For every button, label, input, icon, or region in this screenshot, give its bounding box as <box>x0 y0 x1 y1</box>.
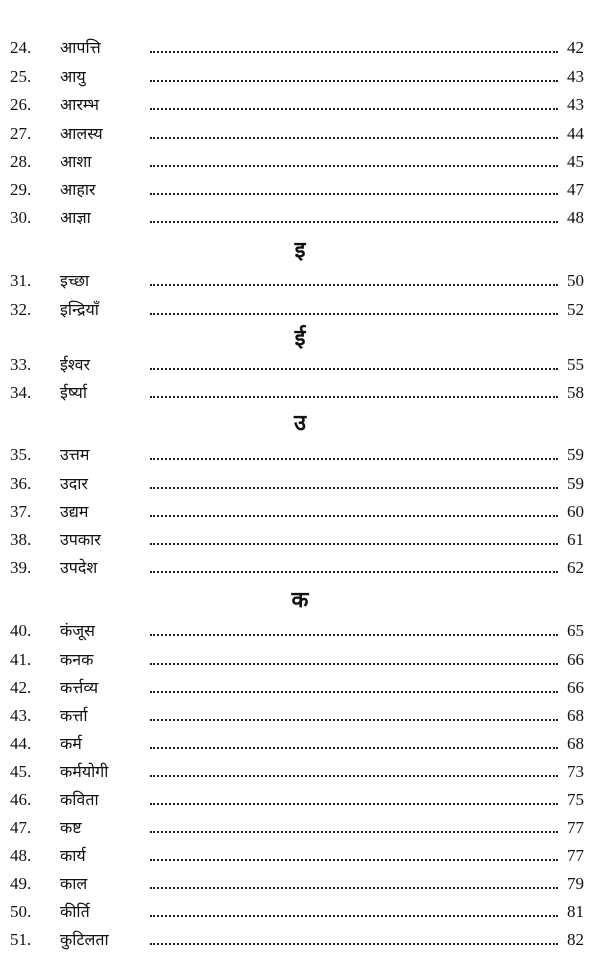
entry-page: 44 <box>567 124 584 143</box>
entry-number: 37. <box>10 502 32 521</box>
entry-page: 75 <box>567 790 584 809</box>
entry-title: ईर्ष्या <box>60 383 87 402</box>
dot-leader <box>150 775 558 777</box>
toc-entry[interactable] <box>0 815 600 841</box>
entry-page: 50 <box>567 271 584 290</box>
toc-entry[interactable] <box>0 205 600 231</box>
entry-page: 68 <box>567 706 584 725</box>
entry-title: कुटिलता <box>60 930 109 949</box>
entry-page: 62 <box>567 558 584 577</box>
entry-title: आलस्य <box>60 124 103 143</box>
entry-number: 45. <box>10 762 32 781</box>
toc-entry[interactable] <box>0 442 600 468</box>
entry-page: 81 <box>567 902 584 921</box>
entry-number: 27. <box>10 124 32 143</box>
entry-number: 41. <box>10 650 32 669</box>
entry-number: 36. <box>10 474 32 493</box>
entry-number: 24. <box>10 38 32 57</box>
dot-leader <box>150 396 558 398</box>
entry-title: आशा <box>60 152 92 171</box>
dot-leader <box>150 747 558 749</box>
entry-number: 29. <box>10 180 32 199</box>
entry-title: इन्द्रियाँ <box>60 300 99 319</box>
entry-page: 66 <box>567 650 584 669</box>
dot-leader <box>150 943 558 945</box>
toc-entry[interactable] <box>0 380 600 406</box>
entry-page: 66 <box>567 678 584 697</box>
dot-leader <box>150 313 558 315</box>
toc-entry[interactable] <box>0 703 600 729</box>
dot-leader <box>150 368 558 370</box>
entry-page: 43 <box>567 95 584 114</box>
dot-leader <box>150 137 558 139</box>
entry-page: 52 <box>567 300 584 319</box>
entry-title: कार्य <box>60 846 86 865</box>
toc-entry[interactable] <box>0 177 600 203</box>
entry-page: 68 <box>567 734 584 753</box>
entry-title: इच्छा <box>60 271 90 290</box>
entry-title: कंजूस <box>60 621 95 640</box>
toc-entry[interactable] <box>0 268 600 294</box>
entry-page: 82 <box>567 930 584 949</box>
entry-number: 40. <box>10 621 32 640</box>
toc-entry[interactable] <box>0 471 600 497</box>
toc-entry[interactable] <box>0 759 600 785</box>
toc-entry[interactable] <box>0 92 600 118</box>
entry-title: उदार <box>60 474 88 493</box>
entry-title: ईश्वर <box>60 355 91 374</box>
toc-entry[interactable] <box>0 843 600 869</box>
section-heading: इ <box>294 238 306 263</box>
section-heading: ई <box>294 326 306 351</box>
entry-title: उपकार <box>60 530 101 549</box>
entry-number: 48. <box>10 846 32 865</box>
dot-leader <box>150 165 558 167</box>
dot-leader <box>150 831 558 833</box>
entry-number: 49. <box>10 874 32 893</box>
entry-title: आरम्भ <box>60 95 99 114</box>
entry-number: 35. <box>10 445 32 464</box>
dot-leader <box>150 193 558 195</box>
toc-entry[interactable] <box>0 618 600 644</box>
entry-title: कर्म <box>60 734 82 753</box>
entry-number: 33. <box>10 355 32 374</box>
entry-number: 46. <box>10 790 32 809</box>
dot-leader <box>150 284 558 286</box>
entry-title: कविता <box>60 790 99 809</box>
entry-page: 58 <box>567 383 584 402</box>
toc-entry[interactable] <box>0 927 600 953</box>
dot-leader <box>150 859 558 861</box>
entry-number: 25. <box>10 67 32 86</box>
entry-page: 47 <box>567 180 584 199</box>
toc-entry[interactable] <box>0 555 600 581</box>
entry-title: आहार <box>60 180 96 199</box>
dot-leader <box>150 691 558 693</box>
entry-title: आज्ञा <box>60 208 91 227</box>
entry-title: कष्ट <box>60 818 82 837</box>
section-heading: क <box>291 588 309 613</box>
entry-number: 38. <box>10 530 32 549</box>
toc-entry[interactable] <box>0 499 600 525</box>
entry-title: आयु <box>60 67 86 86</box>
dot-leader <box>150 221 558 223</box>
entry-title: आपत्ति <box>60 38 101 57</box>
entry-page: 79 <box>567 874 584 893</box>
entry-page: 59 <box>567 474 584 493</box>
entry-page: 43 <box>567 67 584 86</box>
toc-entry[interactable] <box>0 64 600 90</box>
entry-number: 31. <box>10 271 32 290</box>
entry-page: 61 <box>567 530 584 549</box>
dot-leader <box>150 803 558 805</box>
dot-leader <box>150 571 558 573</box>
entry-title: काल <box>60 874 88 893</box>
toc-entry[interactable] <box>0 35 600 61</box>
entry-number: 47. <box>10 818 32 837</box>
entry-title: उत्तम <box>60 445 90 464</box>
entry-page: 55 <box>567 355 584 374</box>
toc-entry[interactable] <box>0 787 600 813</box>
entry-page: 77 <box>567 846 584 865</box>
entry-page: 45 <box>567 152 584 171</box>
entry-page: 65 <box>567 621 584 640</box>
entry-number: 43. <box>10 706 32 725</box>
dot-leader <box>150 515 558 517</box>
entry-title: कनक <box>60 650 94 669</box>
dot-leader <box>150 487 558 489</box>
toc-entry[interactable] <box>0 675 600 701</box>
entry-title: उद्यम <box>60 502 89 521</box>
entry-page: 59 <box>567 445 584 464</box>
dot-leader <box>150 887 558 889</box>
entry-page: 73 <box>567 762 584 781</box>
toc-entry[interactable] <box>0 352 600 378</box>
entry-page: 77 <box>567 818 584 837</box>
entry-page: 48 <box>567 208 584 227</box>
entry-title: उपदेश <box>60 558 98 577</box>
entry-number: 32. <box>10 300 32 319</box>
toc-entry[interactable] <box>0 149 600 175</box>
entry-page: 42 <box>567 38 584 57</box>
dot-leader <box>150 80 558 82</box>
entry-page: 60 <box>567 502 584 521</box>
dot-leader <box>150 108 558 110</box>
entry-number: 26. <box>10 95 32 114</box>
dot-leader <box>150 51 558 53</box>
entry-number: 42. <box>10 678 32 697</box>
dot-leader <box>150 663 558 665</box>
entry-title: कर्त्तव्य <box>60 678 99 697</box>
section-heading: उ <box>293 411 307 436</box>
toc-entry[interactable] <box>0 647 600 673</box>
toc-entry[interactable] <box>0 527 600 553</box>
toc-entry[interactable] <box>0 871 600 897</box>
entry-title: कीर्ति <box>60 902 90 921</box>
dot-leader <box>150 719 558 721</box>
toc-entry[interactable] <box>0 731 600 757</box>
entry-number: 30. <box>10 208 32 227</box>
entry-number: 50. <box>10 902 32 921</box>
dot-leader <box>150 458 558 460</box>
toc-entry[interactable] <box>0 899 600 925</box>
entry-title: कर्त्ता <box>60 706 88 725</box>
entry-number: 51. <box>10 930 32 949</box>
entry-title: कर्मयोगी <box>60 762 109 781</box>
entry-number: 39. <box>10 558 32 577</box>
entry-number: 34. <box>10 383 32 402</box>
dot-leader <box>150 543 558 545</box>
entry-number: 44. <box>10 734 32 753</box>
entry-number: 28. <box>10 152 32 171</box>
toc-entry[interactable] <box>0 297 600 323</box>
toc-entry[interactable] <box>0 121 600 147</box>
dot-leader <box>150 915 558 917</box>
dot-leader <box>150 634 558 636</box>
